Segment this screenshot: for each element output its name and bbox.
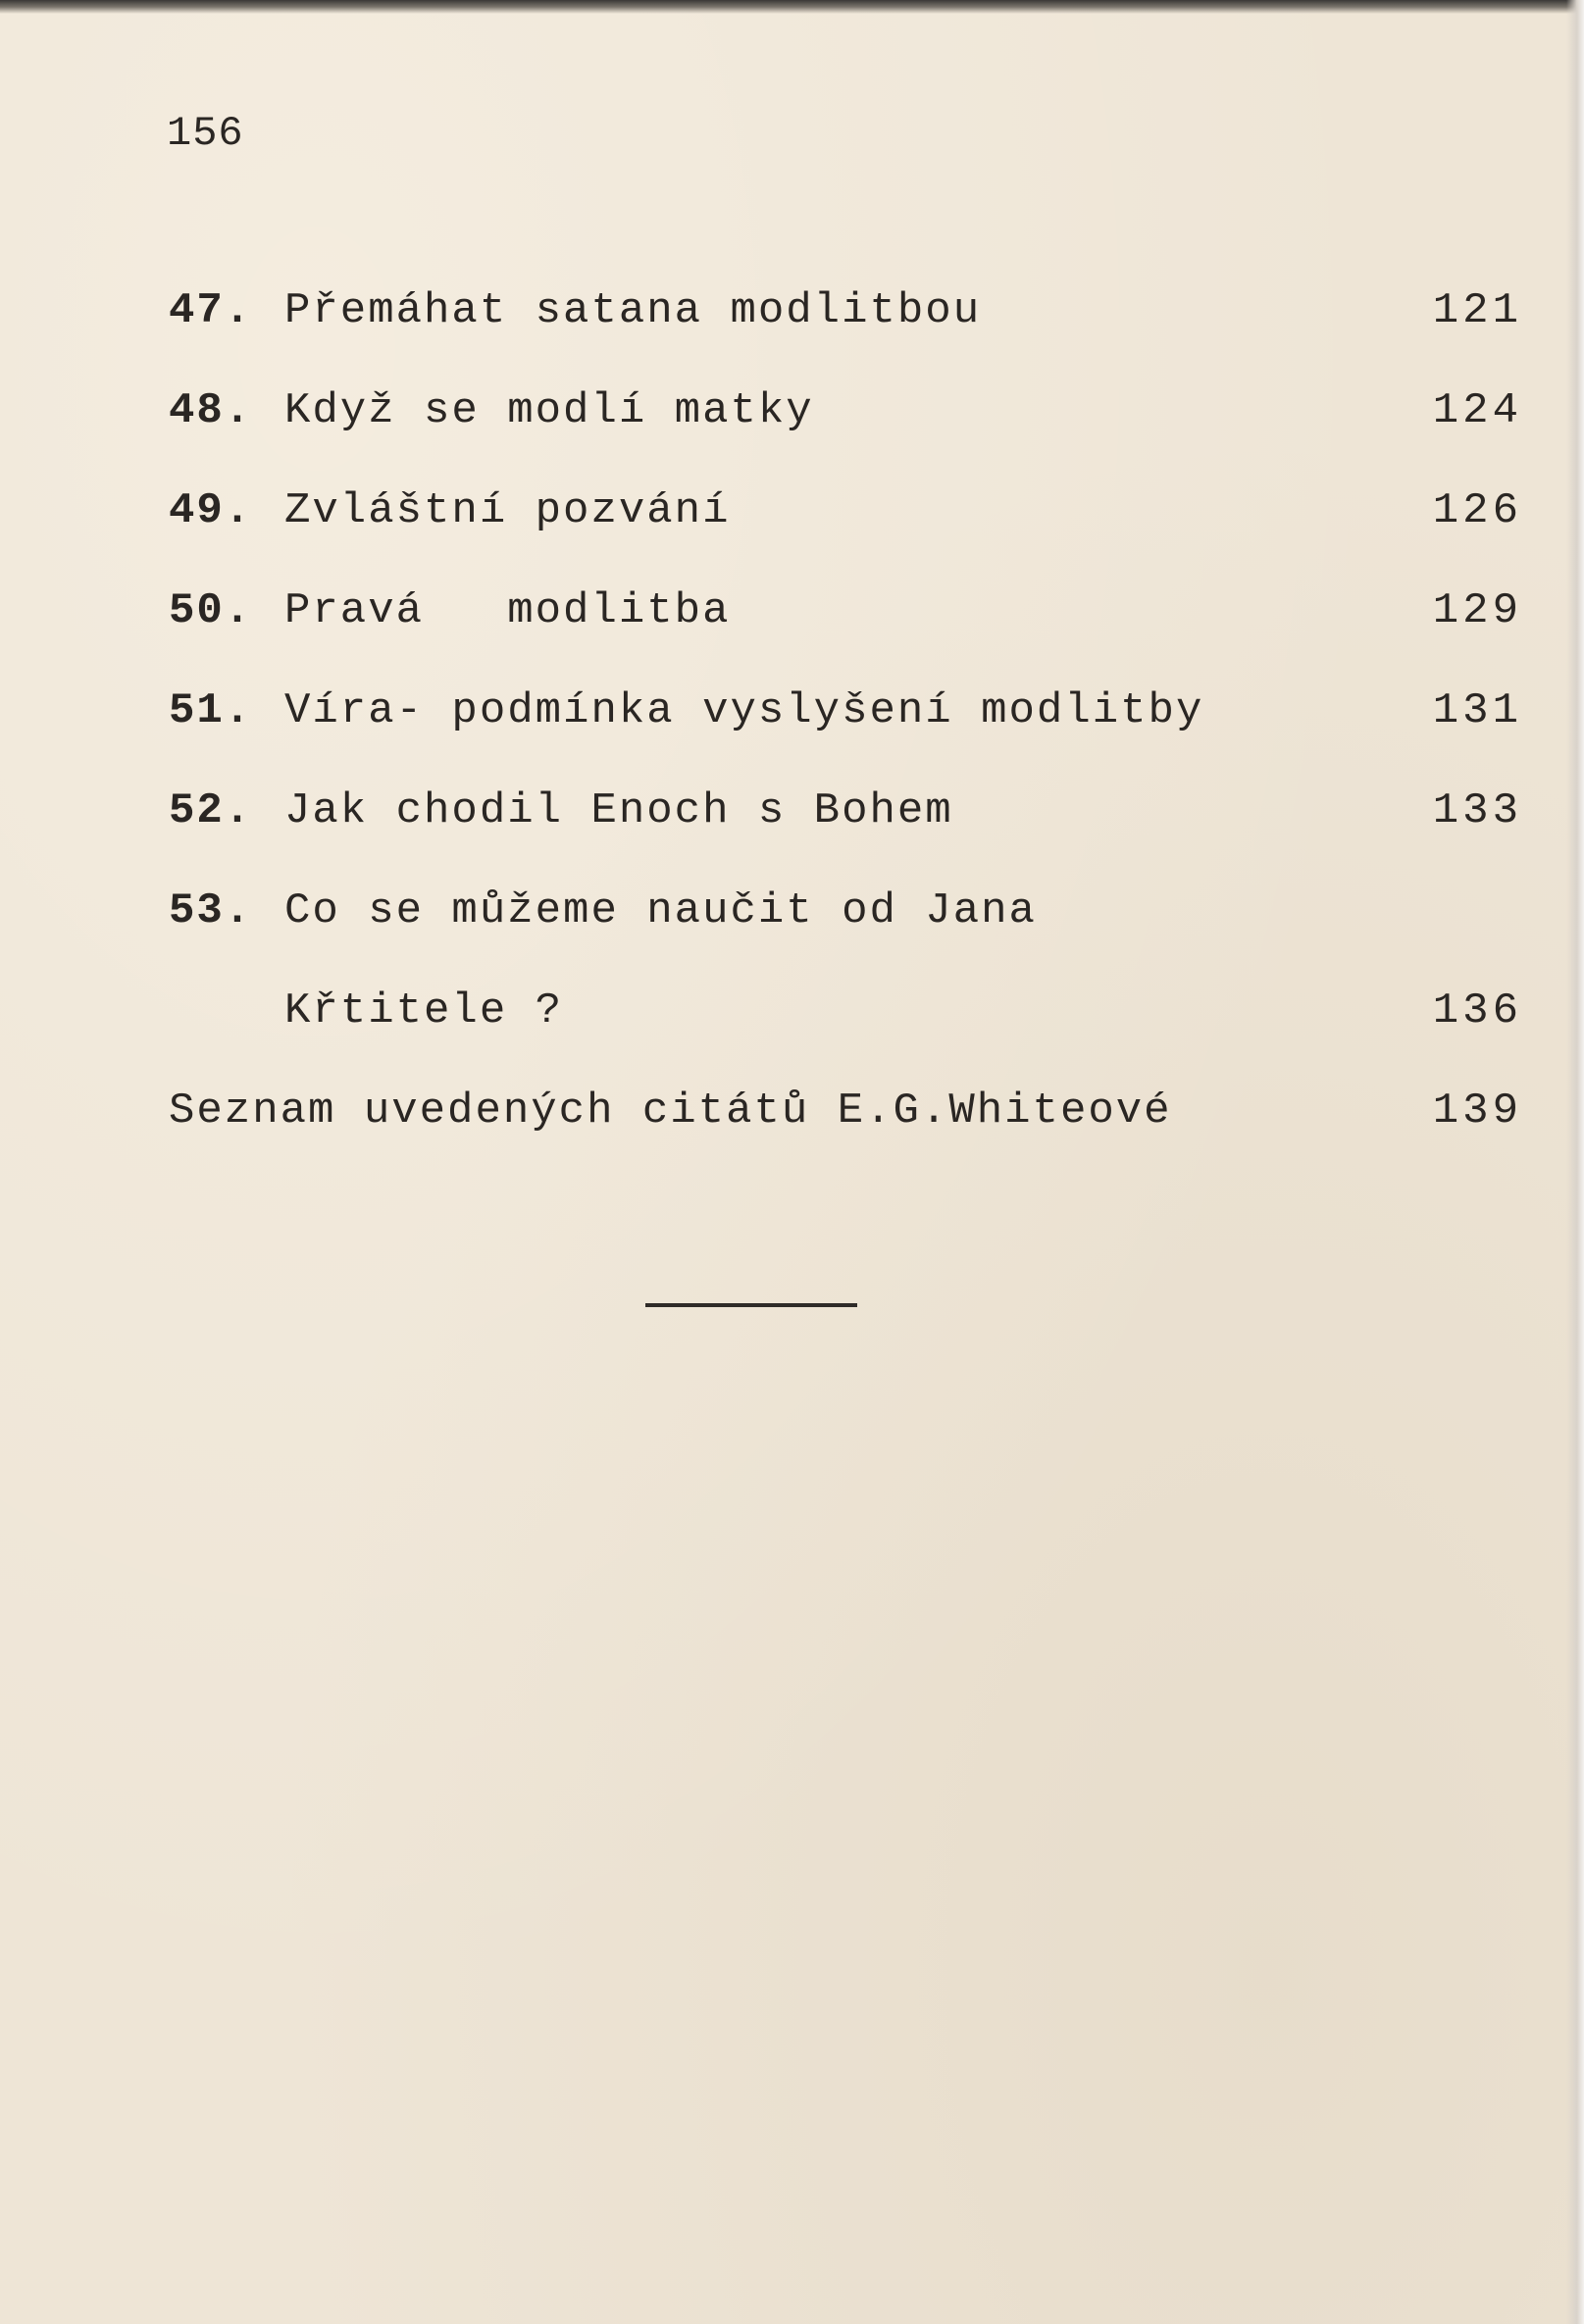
- toc-entry-49: [169, 477, 1522, 577]
- entry-title: Pravá modlitba: [284, 586, 731, 635]
- toc-entry-52: [169, 777, 1522, 877]
- appendix-title: Seznam uvedených citátů E.G.Whiteové: [169, 1086, 1172, 1136]
- toc-entry-appendix: [169, 1077, 1522, 1177]
- entry-title: Přemáhat satana modlitbou: [284, 286, 982, 335]
- table-of-contents: [169, 277, 1522, 1177]
- scan-right-edge: [1566, 0, 1584, 2324]
- entry-number: 50.: [169, 586, 253, 635]
- toc-entry-53-continued: [169, 977, 1522, 1077]
- toc-entry-48: [169, 377, 1522, 477]
- toc-entry-51: [169, 677, 1522, 777]
- toc-entry-53: [169, 877, 1522, 977]
- entry-page-number: 133: [1432, 786, 1522, 835]
- entry-number: 47.: [169, 286, 253, 335]
- entry-page-number: 126: [1432, 486, 1522, 535]
- entry-number: 48.: [169, 386, 253, 435]
- end-divider: [645, 1303, 857, 1307]
- entry-page-number: 131: [1432, 686, 1522, 735]
- entry-title: Když se modlí matky: [284, 386, 814, 435]
- entry-number: 51.: [169, 686, 253, 735]
- entry-title: Jak chodil Enoch s Bohem: [284, 786, 953, 835]
- toc-entry-47: [169, 277, 1522, 377]
- entry-page-number: 124: [1432, 386, 1522, 435]
- entry-page-number: 136: [1432, 986, 1522, 1036]
- entry-page-number: 121: [1432, 286, 1522, 335]
- entry-number: 49.: [169, 486, 253, 535]
- entry-title: Zvláštní pozvání: [284, 486, 731, 535]
- entry-number: 52.: [169, 786, 253, 835]
- page-number: 156: [167, 110, 244, 157]
- toc-entry-50: [169, 577, 1522, 677]
- entry-page-number: 129: [1432, 586, 1522, 635]
- entry-title: Křtitele ?: [284, 986, 564, 1036]
- entry-number: 53.: [169, 886, 253, 935]
- appendix-page-number: 139: [1432, 1086, 1522, 1136]
- entry-title: Co se můžeme naučit od Jana: [284, 886, 1037, 935]
- scan-top-edge: [0, 0, 1584, 14]
- entry-title: Víra- podmínka vyslyšení modlitby: [284, 686, 1204, 735]
